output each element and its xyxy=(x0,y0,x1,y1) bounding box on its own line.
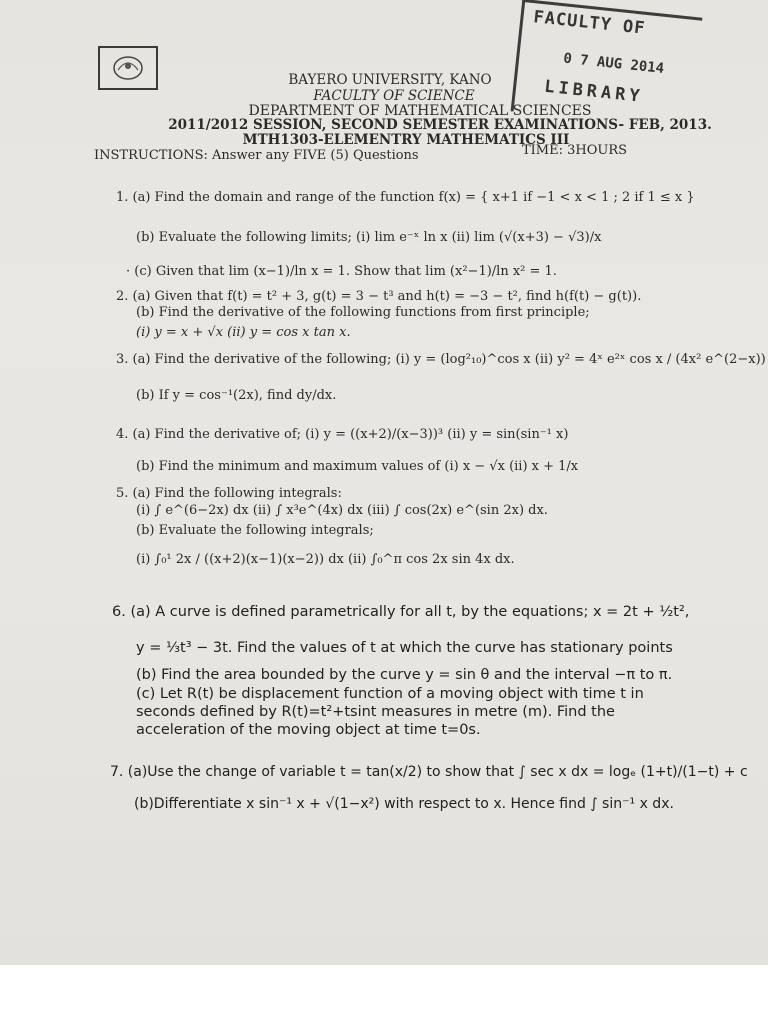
department-name: DEPARTMENT OF MATHEMATICAL SCIENCES xyxy=(248,103,592,119)
question-1c: · (c) Given that lim (x−1)/ln x = 1. Show that lim (x²−1)/ln x² = 1. xyxy=(126,264,557,279)
question-7a: 7. (a)Use the change of variable t = tan(x/2) to show that ∫ sec x dx = logₑ (1+t)/(1−t) + c xyxy=(110,764,748,780)
question-4b: (b) Find the minimum and maximum values of (i) x − √x (ii) x + 1/x xyxy=(136,459,579,474)
question-2b-parts: (i) y = x + √x (ii) y = cos x tan x. xyxy=(136,325,351,340)
university-name: BAYERO UNIVERSITY, KANO xyxy=(288,72,492,88)
faculty-name: FACULTY OF SCIENCE xyxy=(313,88,475,104)
course-title: MTH1303-ELEMENTRY MATHEMATICS III xyxy=(242,132,570,148)
question-6c-cont-1: seconds defined by R(t)=t²+tsint measures in metre (m). Find the xyxy=(136,704,615,720)
exam-session: 2011/2012 SESSION, SECOND SEMESTER EXAMINATIONS- FEB, 2013. xyxy=(168,117,712,133)
question-4a: 4. (a) Find the derivative of; (i) y = ((x+2)/(x−3))³ (ii) y = sin(sin⁻¹ x) xyxy=(116,427,569,442)
question-1b: (b) Evaluate the following limits; (i) lim e⁻ˣ ln x (ii) lim (√(x+3) − √3)/x xyxy=(136,230,602,245)
question-6a-cont: y = ⅓t³ − 3t. Find the values of t at which the curve has stationary points xyxy=(136,640,673,656)
question-5b: (b) Evaluate the following integrals; xyxy=(136,523,374,538)
stamp-line-3: LIBRARY xyxy=(543,76,645,107)
question-5a: 5. (a) Find the following integrals: xyxy=(116,486,342,501)
question-5a-parts: (i) ∫ e^(6−2x) dx (ii) ∫ x³e^(4x) dx (iii) ∫ cos(2x) e^(sin 2x) dx. xyxy=(136,503,548,518)
question-5b-parts: (i) ∫₀¹ 2x / ((x+2)(x−1)(x−2)) dx (ii) ∫₀^π cos 2x sin 4x dx. xyxy=(136,552,515,567)
question-6a: 6. (a) A curve is defined parametrically for all t, by the equations; x = 2t + ½t², xyxy=(112,604,690,620)
question-6c-cont-2: acceleration of the moving object at time t=0s. xyxy=(136,722,481,738)
question-7b: (b)Differentiate x sin⁻¹ x + √(1−x²) with respect to x. Hence find ∫ sin⁻¹ x dx. xyxy=(134,796,674,812)
question-2b: (b) Find the derivative of the following functions from first principle; xyxy=(136,305,590,320)
question-6b: (b) Find the area bounded by the curve y = sin θ and the interval −π to π. xyxy=(136,667,673,683)
question-3b: (b) If y = cos⁻¹(2x), find dy/dx. xyxy=(136,388,337,403)
question-3a: 3. (a) Find the derivative of the following; (i) y = (log²₁₀)^cos x (ii) y² = 4ˣ e²ˣ cos x / (4x² e^(2−x)) xyxy=(116,352,766,367)
exam-time: TIME: 3HOURS xyxy=(522,143,628,158)
question-6c: (c) Let R(t) be displacement function of a moving object with time t in xyxy=(136,686,644,702)
stamp-line-1: FACULTY OF xyxy=(532,7,647,39)
question-2a: 2. (a) Given that f(t) = t² + 3, g(t) = 3 − t³ and h(t) = −3 − t², find h(f(t) − g(t)). xyxy=(116,289,642,304)
stamp-date: 0 7 AUG 2014 xyxy=(562,50,665,77)
instructions: INSTRUCTIONS: Answer any FIVE (5) Questions xyxy=(94,148,419,163)
question-1a: 1. (a) Find the domain and range of the function f(x) = { x+1 if −1 < x < 1 ; 2 if 1 ≤ x } xyxy=(116,190,695,205)
